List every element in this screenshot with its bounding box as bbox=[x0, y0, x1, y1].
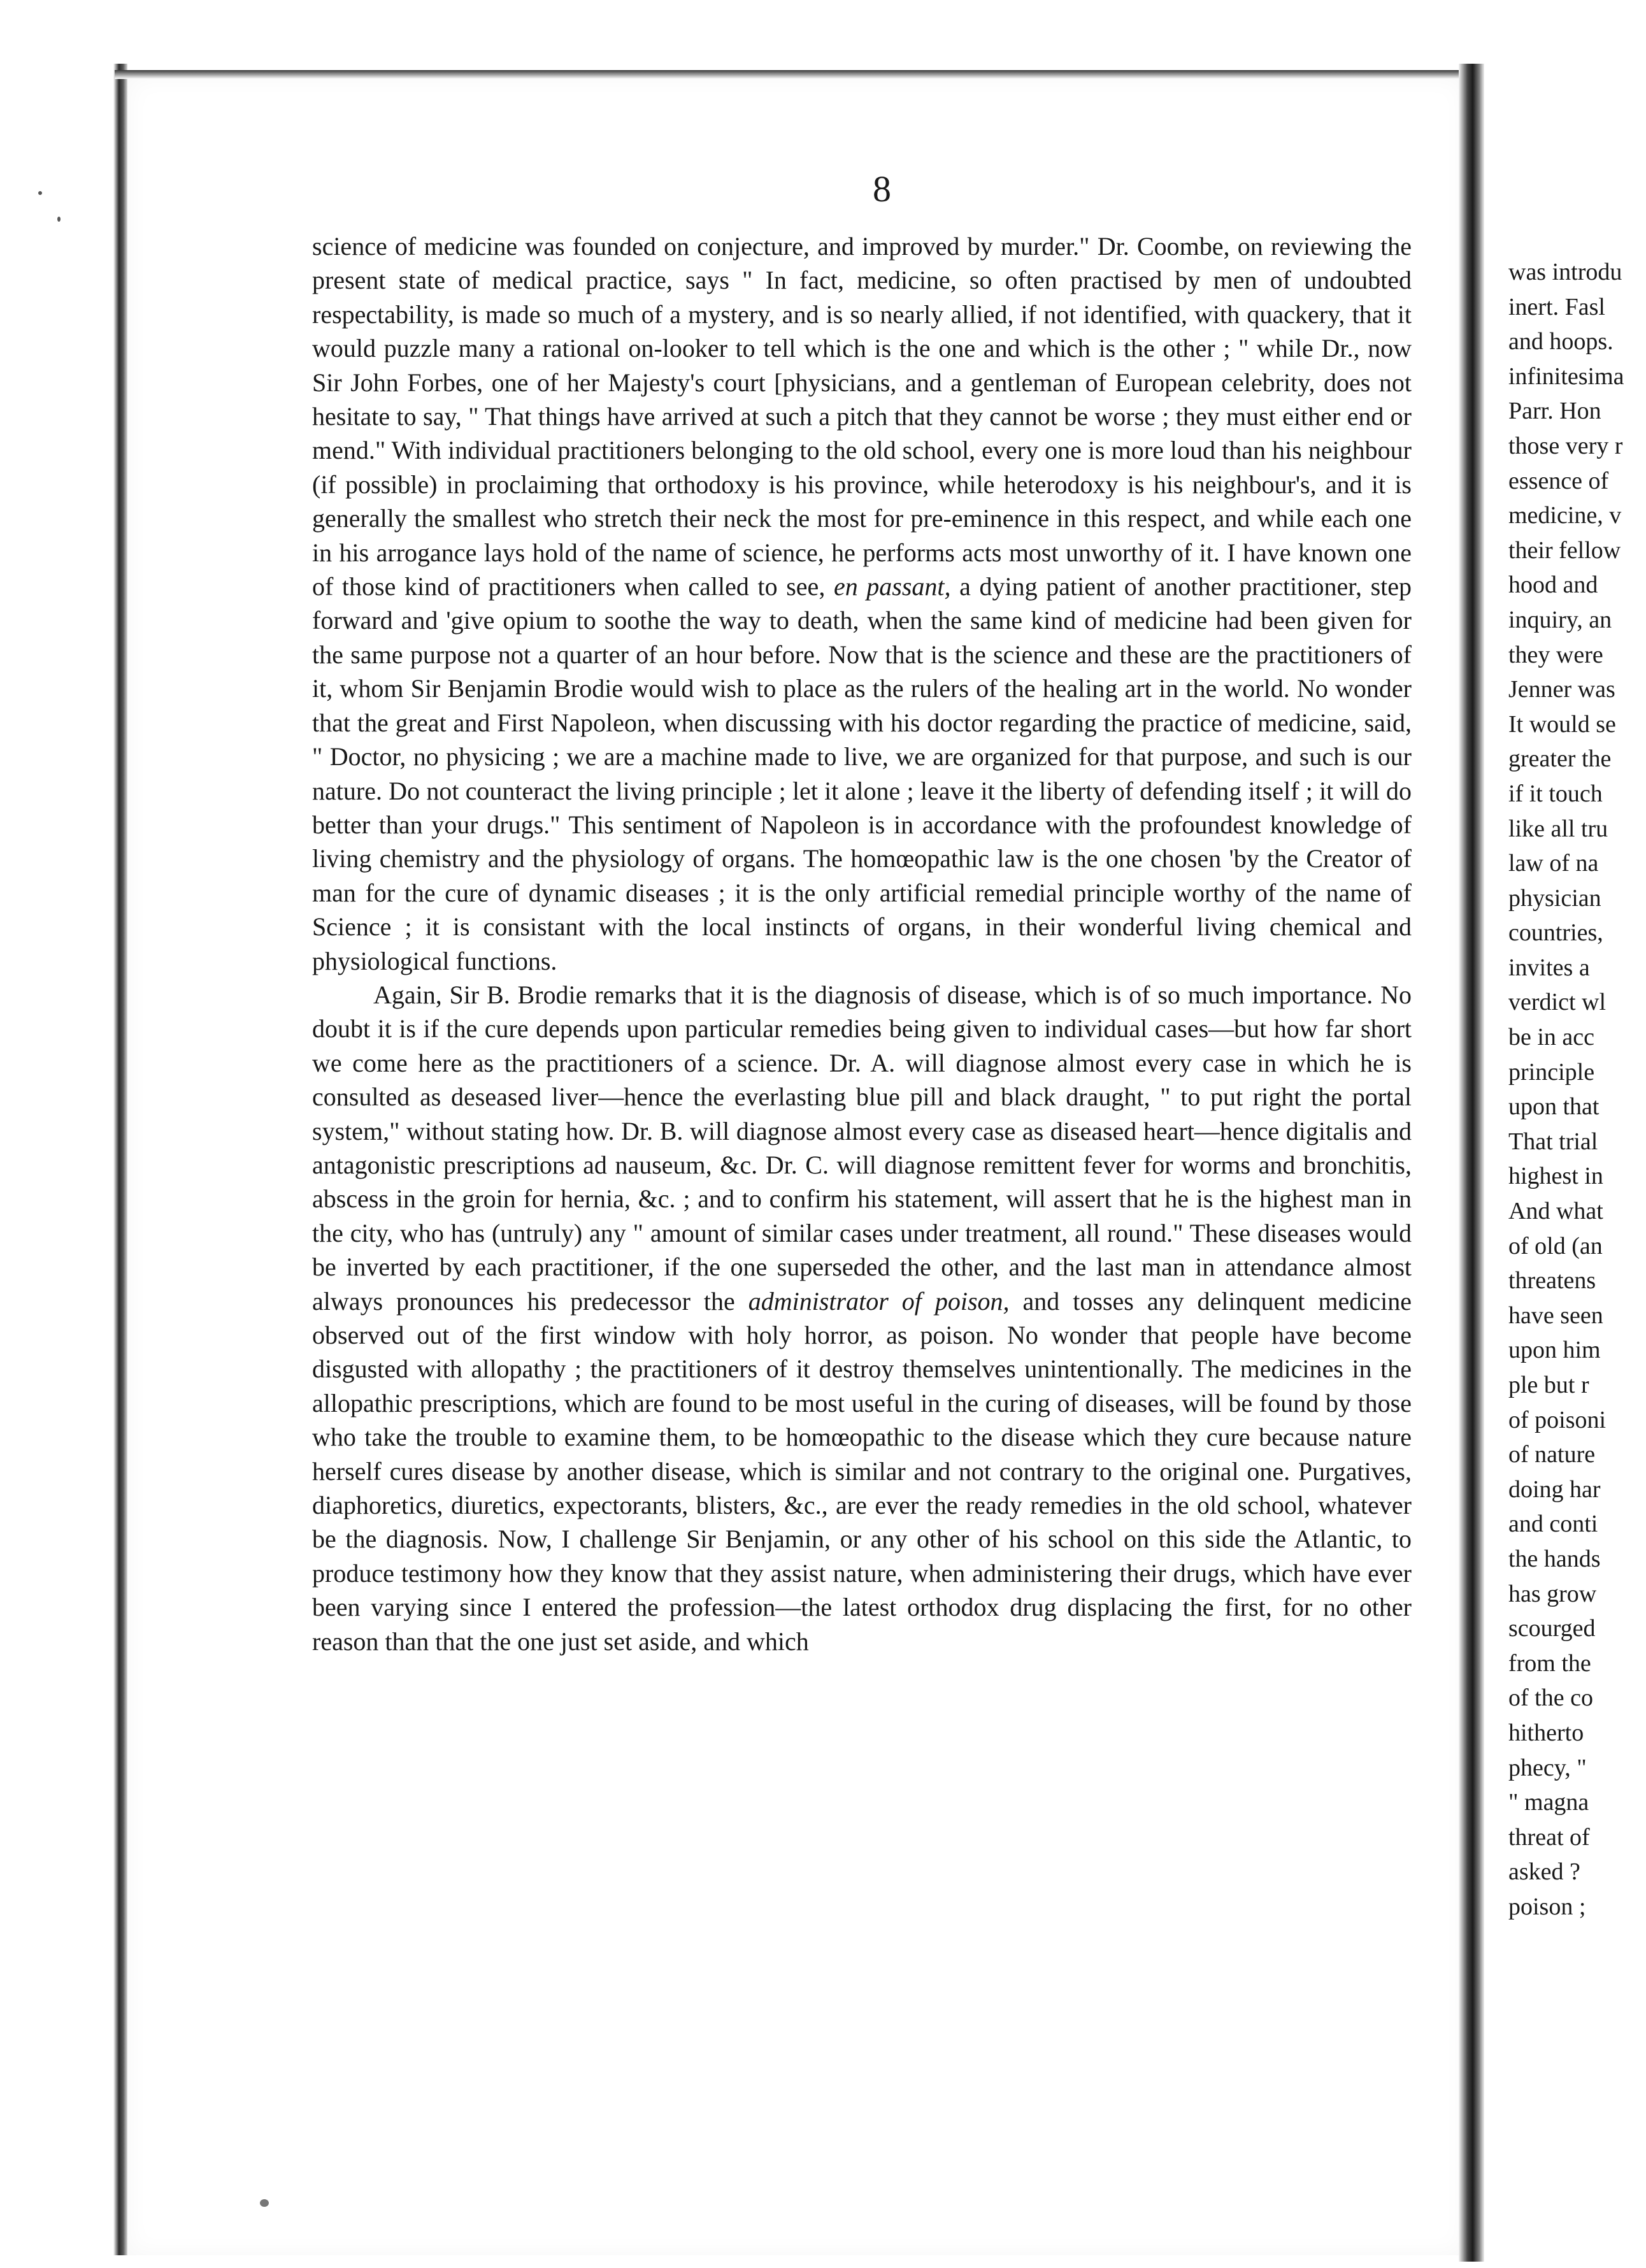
facing-page-line: greater the bbox=[1508, 745, 1612, 773]
facing-page-line: be in acc bbox=[1508, 1024, 1595, 1051]
paragraph-1-text-after: a dying patient of another practitioner, step forward and 'give opium to soothe the way to death, when the same kind of medicine had been given for the same purpose not a quarter of an hour before. Now that is the science and these are the practitioners of it, whom Sir Benjamin Brodie would wish to place as the rulers of the healing art in the world. No wonder that the great and First Napoleon, when discussing with his doctor regarding the practice of medicine, said, " Doctor, no physicing ; we are a machine made to live, we are organized for that purpose, and such is our nature. Do not counteract the living principle ; let it alone ; leave it the liberty of defending itself ; it will do better than your drugs." This sentiment of Napoleon is in accordance with the profoundest knowledge of living chemistry and the physiology of organs. The homœopathic law is the one chosen 'by the Creator of man for the cure of dynamic diseases ; it is the only artificial remedial principle worthy of the name of Science ; it is consistant with the local instincts of organs, in their wonderful living chemical and physiological functions. bbox=[312, 572, 1412, 975]
facing-page-line: asked ? bbox=[1508, 1858, 1580, 1886]
facing-page-line: they were bbox=[1508, 641, 1603, 668]
facing-page-line: have seen bbox=[1508, 1302, 1603, 1329]
facing-page-line: like all tru bbox=[1508, 815, 1608, 842]
facing-page-line: if it touch bbox=[1508, 780, 1603, 807]
facing-page-line: doing har bbox=[1508, 1475, 1601, 1503]
facing-page-line: hood and bbox=[1508, 571, 1598, 599]
facing-page-line: verdict wl bbox=[1508, 989, 1607, 1016]
facing-page-line: upon that bbox=[1508, 1093, 1599, 1121]
facing-page-line: medicine, v bbox=[1508, 502, 1622, 529]
facing-page-line: Parr. Hon bbox=[1508, 398, 1601, 425]
page-top-shadow bbox=[115, 70, 1465, 79]
facing-page-line: scourged bbox=[1508, 1615, 1596, 1642]
paragraph-2-text-after: and tosses any delinquent medicine observed out of the first window with holy horror, as poison. No wonder that people have become disgusted with allopathy ; the practitioners of it destroy themselves unintentionally. The medicines in the allopathic prescriptions, which are found to be most useful in the curing of diseases, will be found by those who take the trouble to examine them, to be homœopathic to the disease which they cure because nature herself cures disease by another disease, which is similar and not contrary to the original one. Purgatives, diaphoretics, diuretics, expectorants, blisters, &c., are ever the ready remedies in the old school, whatever be the diagnosis. Now, I challenge Sir Benjamin, or any other of his school on this side the Atlantic, to produce testimony how they know that they assist nature, when administering their drugs, which have ever been varying since I entered the profession—the latest orthodox drug displacing the first, for no other reason than that the one just set aside, and which bbox=[312, 1286, 1412, 1656]
facing-page-line: Jenner was bbox=[1508, 676, 1615, 703]
facing-page-line: countries, bbox=[1508, 919, 1603, 947]
facing-page-line: was introdu bbox=[1508, 259, 1622, 285]
facing-page-line: threatens bbox=[1508, 1267, 1596, 1295]
paragraph-1-italic: en passant, bbox=[833, 572, 951, 601]
facing-page-line: inert. Fasl bbox=[1508, 293, 1605, 320]
facing-page-line: " magna bbox=[1508, 1789, 1589, 1816]
facing-page-line: and hoops. bbox=[1508, 328, 1614, 355]
paragraph-1-text: science of medicine was founded on conjecture, and improved by murder." Dr. Coombe, on reviewing the present state of medical practice, says " In fact, medicine, so often practised by men of undoubted respectability, is made so much of a mystery, and is so nearly allied, if not identified, with quackery, that it would puzzle many a rational on-looker to tell which is the one and which is the other ; " while Dr., now Sir John Forbes, one of her Majesty's court [physicians, and a gentleman of European celebrity, does not hesitate to say, " That things have arrived at such a pitch that they cannot be worse ; they must either end or mend." With individual practitioners belonging to the old school, every one is more loud than his neighbour (if possible) in proclaiming that orthodoxy is his province, while heterodoxy is his neighbour's, and it is generally the smallest who stretch their neck the most for pre-eminence in this respect, and while each one in his arrogance lays hold of the name of science, he performs acts most unworthy of it. I have known one of those kind of practitioners when called to see, bbox=[312, 232, 1412, 601]
facing-page-line: their fellow bbox=[1508, 536, 1621, 564]
facing-page-line: of old (an bbox=[1508, 1232, 1603, 1260]
scan-speck bbox=[260, 2199, 269, 2207]
scan-speck bbox=[57, 217, 61, 222]
facing-page-line: and conti bbox=[1508, 1511, 1598, 1538]
facing-page-line: That trial bbox=[1508, 1128, 1598, 1155]
facing-page-line: highest in bbox=[1508, 1163, 1603, 1190]
facing-page-line: upon him bbox=[1508, 1337, 1601, 1364]
paragraph-2-italic: administrator of poison, bbox=[748, 1286, 1010, 1316]
facing-page-line: has grow bbox=[1508, 1580, 1597, 1607]
facing-page-text bbox=[1508, 255, 1646, 1925]
book-gutter bbox=[1459, 64, 1484, 2262]
facing-page-line: poison ; bbox=[1508, 1893, 1586, 1920]
facing-page-line: of nature bbox=[1508, 1441, 1596, 1468]
facing-page-line: physician bbox=[1508, 884, 1601, 912]
paragraph-2-text: Again, Sir B. Brodie remarks that it is the diagnosis of disease, which is of so much importance. No doubt it is if the cure depends upon particular remedies being given to individual cases—but how far short we come here as the practitioners of a science. Dr. A. will diagnose almost every case in which he is consulted as deseased liver—hence the everlasting blue pill and black draught, " to put right the portal system," without stating how. Dr. B. will diagnose almost every case as diseased heart—hence digitalis and antagonistic prescriptions ad nauseum, &c. Dr. C. will diagnose remittent fever for worms and bronchitis, abscess in the groin for hernia, &c. ; and to confirm his statement, will assert that he is the highest man in the city, who has (untruly) any " amount of similar cases under treatment, all round." These diseases would be inverted by each practitioner, if the one superseded the other, and the last man in attendance almost always pronounces his predecessor the bbox=[312, 980, 1412, 1316]
facing-page-line: phecy, " bbox=[1508, 1754, 1587, 1781]
facing-page-line: And what bbox=[1508, 1198, 1603, 1225]
facing-page-line: law of na bbox=[1508, 850, 1599, 877]
facing-page-line: from the bbox=[1508, 1649, 1591, 1677]
scan-margin-left bbox=[0, 0, 121, 2268]
facing-page-line: principle bbox=[1508, 1058, 1595, 1086]
facing-page-line: the hands bbox=[1508, 1545, 1601, 1572]
scan-speck bbox=[38, 191, 42, 195]
facing-page-line: of poisoni bbox=[1508, 1406, 1607, 1433]
facing-page-line: invites a bbox=[1508, 954, 1590, 981]
body-text bbox=[312, 229, 1412, 1658]
facing-page-line: ple but r bbox=[1508, 1372, 1589, 1398]
facing-page-line: of the co bbox=[1508, 1684, 1593, 1712]
facing-page-line: infinitesima bbox=[1508, 362, 1624, 390]
facing-page-line: inquiry, an bbox=[1508, 606, 1612, 633]
facing-page-line: It would se bbox=[1508, 710, 1616, 738]
page-edge-shadow bbox=[113, 64, 127, 2255]
facing-page-line: hitherto bbox=[1508, 1719, 1584, 1746]
facing-page-line: threat of bbox=[1508, 1823, 1590, 1851]
paragraph-1 bbox=[312, 229, 1412, 978]
facing-page-line: essence of bbox=[1508, 467, 1609, 494]
facing-page-line: those very r bbox=[1508, 432, 1623, 459]
page-number: 8 bbox=[873, 168, 891, 210]
paragraph-2 bbox=[312, 978, 1412, 1658]
